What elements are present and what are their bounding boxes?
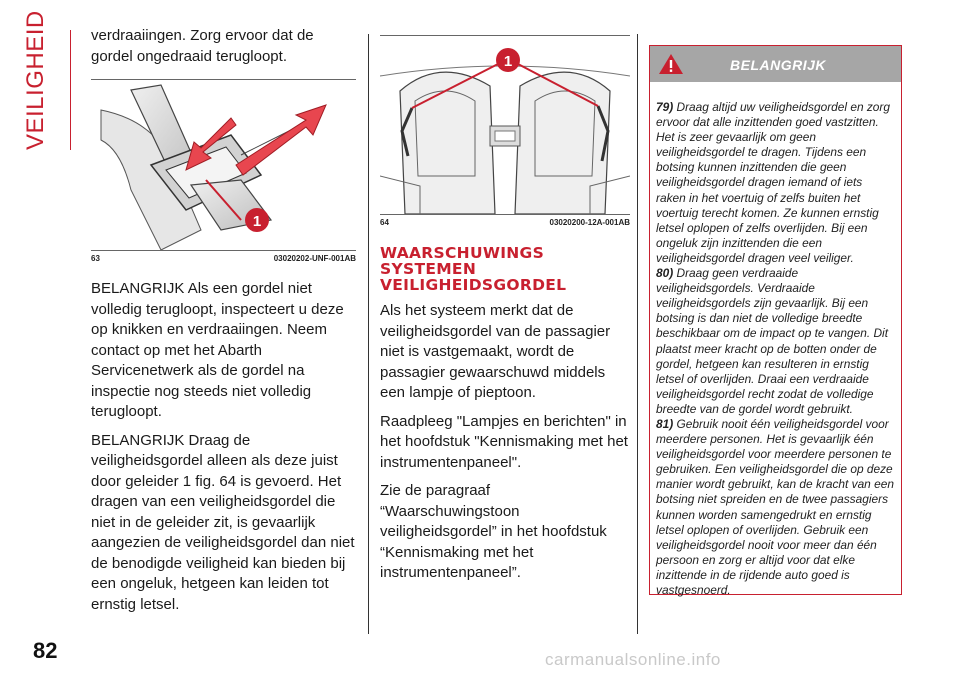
seatbelt-guide-illustration [91,80,356,250]
warning-note-79 [656,100,895,266]
warning-triangle-icon [658,53,684,75]
figure-63-code: 03020202-UNF-001AB [273,254,356,263]
figure-64-caption [380,215,630,227]
figure-64-code: 03020200-12A-001AB [549,218,630,227]
figure-64-number: 64 [380,218,389,227]
figure-63-number: 63 [91,254,100,263]
warning-body [650,82,901,598]
warning-note-80 [656,266,895,417]
figure-63-caption [91,251,356,263]
warning-title: BELANGRIJK [730,57,827,73]
footer-watermark: carmanualsonline.info [545,650,721,669]
column-divider-1 [368,34,369,634]
warning-note-number: 80) [656,266,674,281]
figure-64-callout: 1 [503,53,513,70]
warning-note-number: 79) [656,100,674,114]
col1-paragraph-2: BELANGRIJK Draag de veiligheidsgordel alleen als deze juist door geleider 1 fig. 64 is gevoerd. Het dragen van een veiligheidsgordel die niet in de geleider zit, is gevaarlijk aangezien de veiligheidsgordel dan niet de benodigde veiligheid kan bieden bij een ongeluk, hetgeen kan leiden tot ernstig letsel. [91,431,355,613]
page-number: 82 [33,638,58,663]
col2-paragraph-1: Als het systeem merkt dat de veiligheidsgordel van de passagier niet is vastgemaakt, wordt de passagier gewaarschuwd middels een lampje of pieptoon. [380,302,611,401]
column-2 [380,26,630,592]
warning-box [649,45,902,595]
warning-header [650,46,901,82]
col1-paragraph-1: BELANGRIJK Als een gordel niet volledig terugloopt, inspecteert u deze op knikken en verdraaiingen. Neem contact op met het Abarth Servicenetwerk als de gordel na inspectie nog steeds niet volledig terugloopt. [91,280,344,420]
column-divider-2 [637,34,638,634]
intro-text: verdraaiingen. Zorg ervoor dat de gordel ongedraaid terugloopt. [91,27,314,65]
figure-63 [91,79,356,251]
section-title: VEILIGHEID [22,10,49,150]
figure-64 [380,35,630,215]
warning-note-81 [656,417,895,598]
col2-paragraph-2: Raadpleeg "Lampjes en berichten" in het hoofdstuk "Kennismaking met het instrumentenpaneel". [380,412,628,471]
figure-63-callout: 1 [252,213,262,230]
seats-with-belt-guides-illustration [380,36,630,214]
warning-note-number: 81) [656,416,674,431]
warning-note-text: Gebruik nooit één veiligheidsgordel voor meerdere personen. Het is gevaarlijk één veiligheidsgordel voor meerdere personen te gebruiken. Een veiligheidsgordel die op deze manier wordt gebruikt, kan de kracht van een botsing niet spreiden en de twee passagiers kunnen worden samengedrukt en ernstig letsel oplopen of overlijden. Gebruik een veiligheidsgordel nooit voor meer dan één persoon en zorg er altijd voor dat elke inzittende in de rijdende auto goed is vastgesnoerd. [656,416,894,597]
section-heading: WAARSCHUWINGS SYSTEMEN VEILIGHEIDSGORDEL [380,244,567,294]
warning-note-text: Draag geen verdraaide veiligheidsgordels. Verdraaide veiligheidsgordels zijn gevaarlijk. Bij een botsing is dan niet de volledige breedte beschikbaar om de impact op te vangen. Dit plaatst meer kracht op de botten onder de gordel, hetgeen kan resulteren in ernstig letsel of overlijden. Draai een verdraaide veiligheidsgordel recht zodat de volledige breedte van de gordel wordt gebruikt. [656,266,888,416]
col2-paragraph-3: Zie de paragraaf “Waarschuwingstoon veiligheidsgordel” in het hoofdstuk “Kennismaking met het instrumentenpaneel”. [380,482,607,581]
column-1 [91,26,356,623]
warning-note-text: Draag altijd uw veiligheidsgordel en zorg ervoor dat alle inzittenden goed vastzitten. Het is zeer gevaarlijk om geen veiligheidsgordel te dragen. Tijdens een botsing kunnen inzittenden die geen veiligheidsgordel dragen iemand of iets raken in het voertuig of zelfs buiten het voertuig terecht komen. Ze kunnen ernstig letsel oplopen of zelfs overlijden. Bij een ongeluk zijn inzittenden die een veiligheidsgordel dragen veel veiliger. [656,100,890,265]
section-rule [70,30,71,150]
